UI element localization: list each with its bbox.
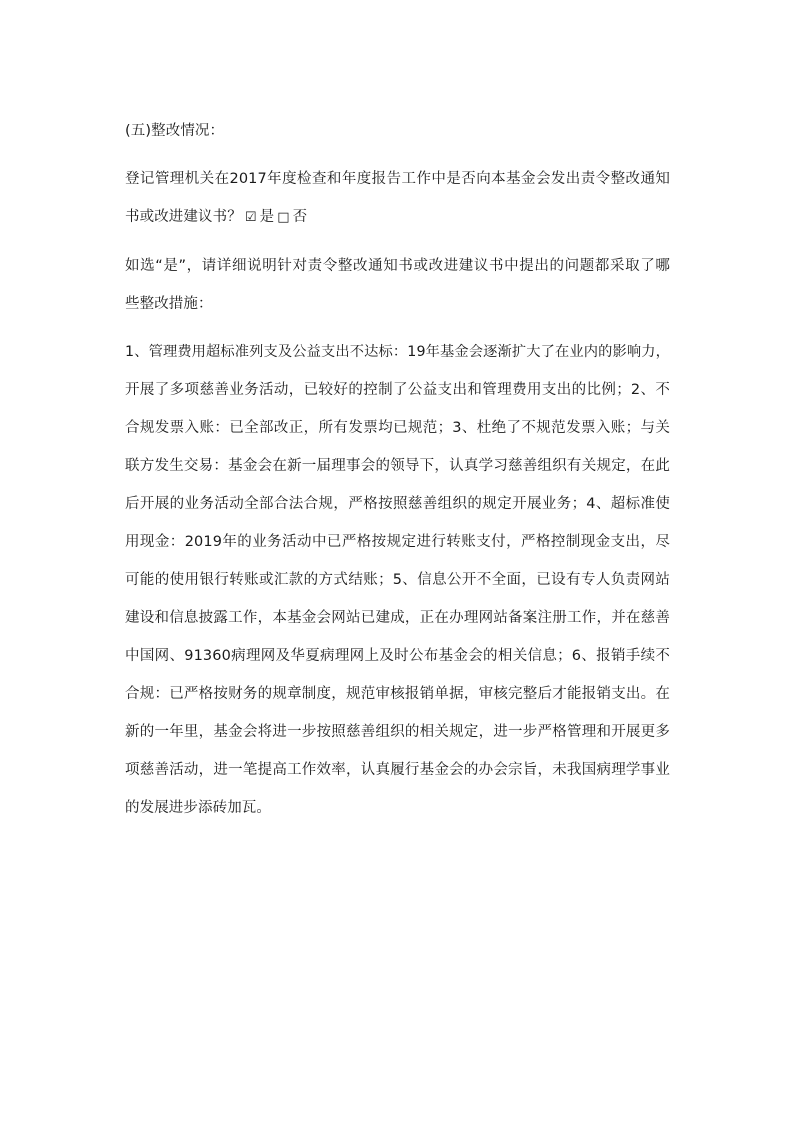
- measures-line: 中国网、91360病理网及华夏病理网上及时公布基金会的相关信息；6、报销手续不: [125, 648, 670, 664]
- measures-line: 1、管理费用超标准列支及公益支出不达标：19年基金会逐渐扩大了在业内的影响力，: [125, 344, 670, 360]
- measures-line: 新的一年里，基金会将进一步按照慈善组织的相关规定，进一步严格管理和开展更多: [125, 724, 670, 740]
- measures-line: 联方发生交易：基金会在新一届理事会的领导下，认真学习慈善组织有关规定，在此: [125, 458, 670, 474]
- instruction-paragraph: [125, 247, 670, 323]
- document-body: [125, 112, 670, 827]
- checked-checkbox-icon: ☑: [244, 210, 257, 225]
- measures-line: 的发展进步添砖加瓦。: [125, 800, 271, 816]
- option-no-label: 否: [292, 209, 308, 225]
- question-line-1: 登记管理机关在2017年度检查和年度报告工作中是否向本基金会发出责令整改通知: [125, 171, 670, 187]
- instruction-line: 如选“是”，请详细说明针对责令整改通知书或改进建议书中提出的问题都采取了哪: [125, 258, 670, 274]
- section-heading: (五)整改情况：: [125, 123, 225, 139]
- question-paragraph: [125, 160, 670, 237]
- measures-line: 开展了多项慈善业务活动，已较好的控制了公益支出和管理费用支出的比例；2、不: [125, 382, 670, 398]
- question-text: 书或改进建议书？: [125, 209, 242, 225]
- unchecked-checkbox-icon: □: [277, 210, 290, 225]
- measures-line: 项慈善活动，进一笔提高工作效率，认真履行基金会的办会宗旨，未我国病理学事业: [125, 762, 670, 778]
- measures-line: 建设和信息披露工作，本基金会网站已建成，正在办理网站备案注册工作，并在慈善: [125, 610, 670, 626]
- question-line-2: [125, 198, 670, 237]
- section-heading-block: [125, 112, 670, 150]
- measures-line: 后开展的业务活动全部合法合规，严格按照慈善组织的规定开展业务；4、超标准使: [125, 496, 670, 512]
- option-yes-label: 是: [259, 209, 275, 225]
- measures-line: 可能的使用银行转账或汇款的方式结账；5、信息公开不全面，已设有专人负责网站: [125, 572, 670, 588]
- instruction-line: 些整改措施：: [125, 296, 213, 312]
- measures-paragraph: [125, 333, 670, 827]
- measures-line: 用现金：2019年的业务活动中已严格按规定进行转账支付，严格控制现金支出，尽: [125, 534, 670, 550]
- measures-line: 合规发票入账：已全部改正，所有发票均已规范；3、杜绝了不规范发票入账；与关: [125, 420, 670, 436]
- measures-line: 合规：已严格按财务的规章制度，规范审核报销单据，审核完整后才能报销支出。在: [125, 686, 670, 702]
